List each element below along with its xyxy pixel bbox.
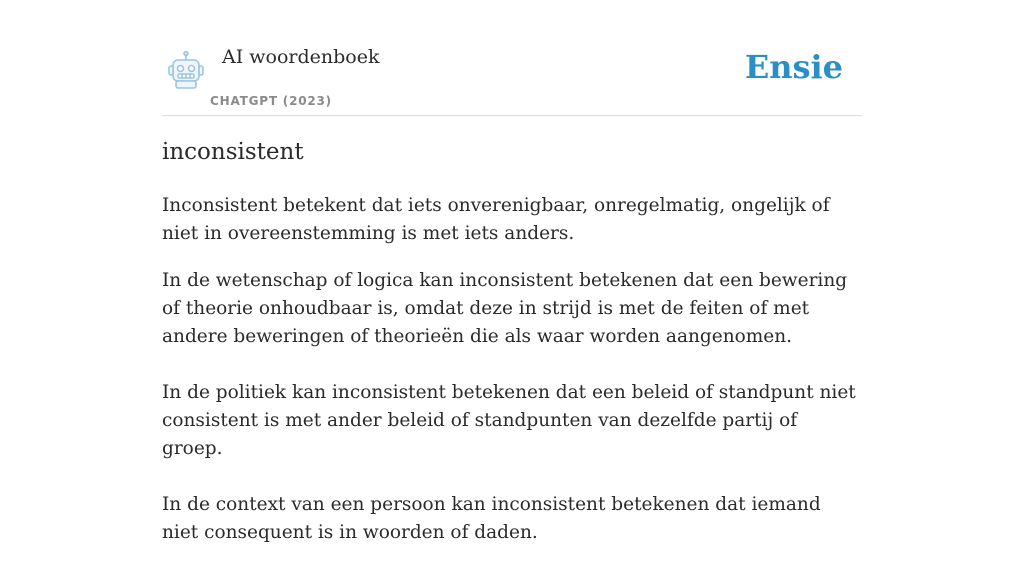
source-title[interactable]: AI woordenboek xyxy=(222,46,380,68)
entry-term: inconsistent xyxy=(162,139,304,165)
entry-definition xyxy=(162,192,862,566)
brand-logo[interactable]: Ensie xyxy=(744,48,843,86)
robot-icon xyxy=(164,50,208,94)
definition-paragraph: Inconsistent betekent dat iets onverenigbaar, onregelmatig, ongelijk of niet in overeenstemming is met iets anders. xyxy=(162,195,830,244)
definition-paragraph: In de context van een persoon kan inconsistent betekenen dat iemand niet consequent is in woorden of daden. xyxy=(162,494,821,543)
definition-paragraph: In de politiek kan inconsistent betekenen dat een beleid of standpunt niet consistent is met ander beleid of standpunten van dezelfde partij of groep. xyxy=(162,382,856,459)
definition-paragraph: In de wetenschap of logica kan inconsistent betekenen dat een bewering of theorie onhoudbaar is, omdat deze in strijd is met de feiten of met andere beweringen of theorieën die als waar worden aangenomen. xyxy=(162,270,848,347)
page-container xyxy=(162,0,862,543)
source-subtitle: CHATGPT (2023) xyxy=(210,94,332,108)
source-header xyxy=(162,0,862,116)
